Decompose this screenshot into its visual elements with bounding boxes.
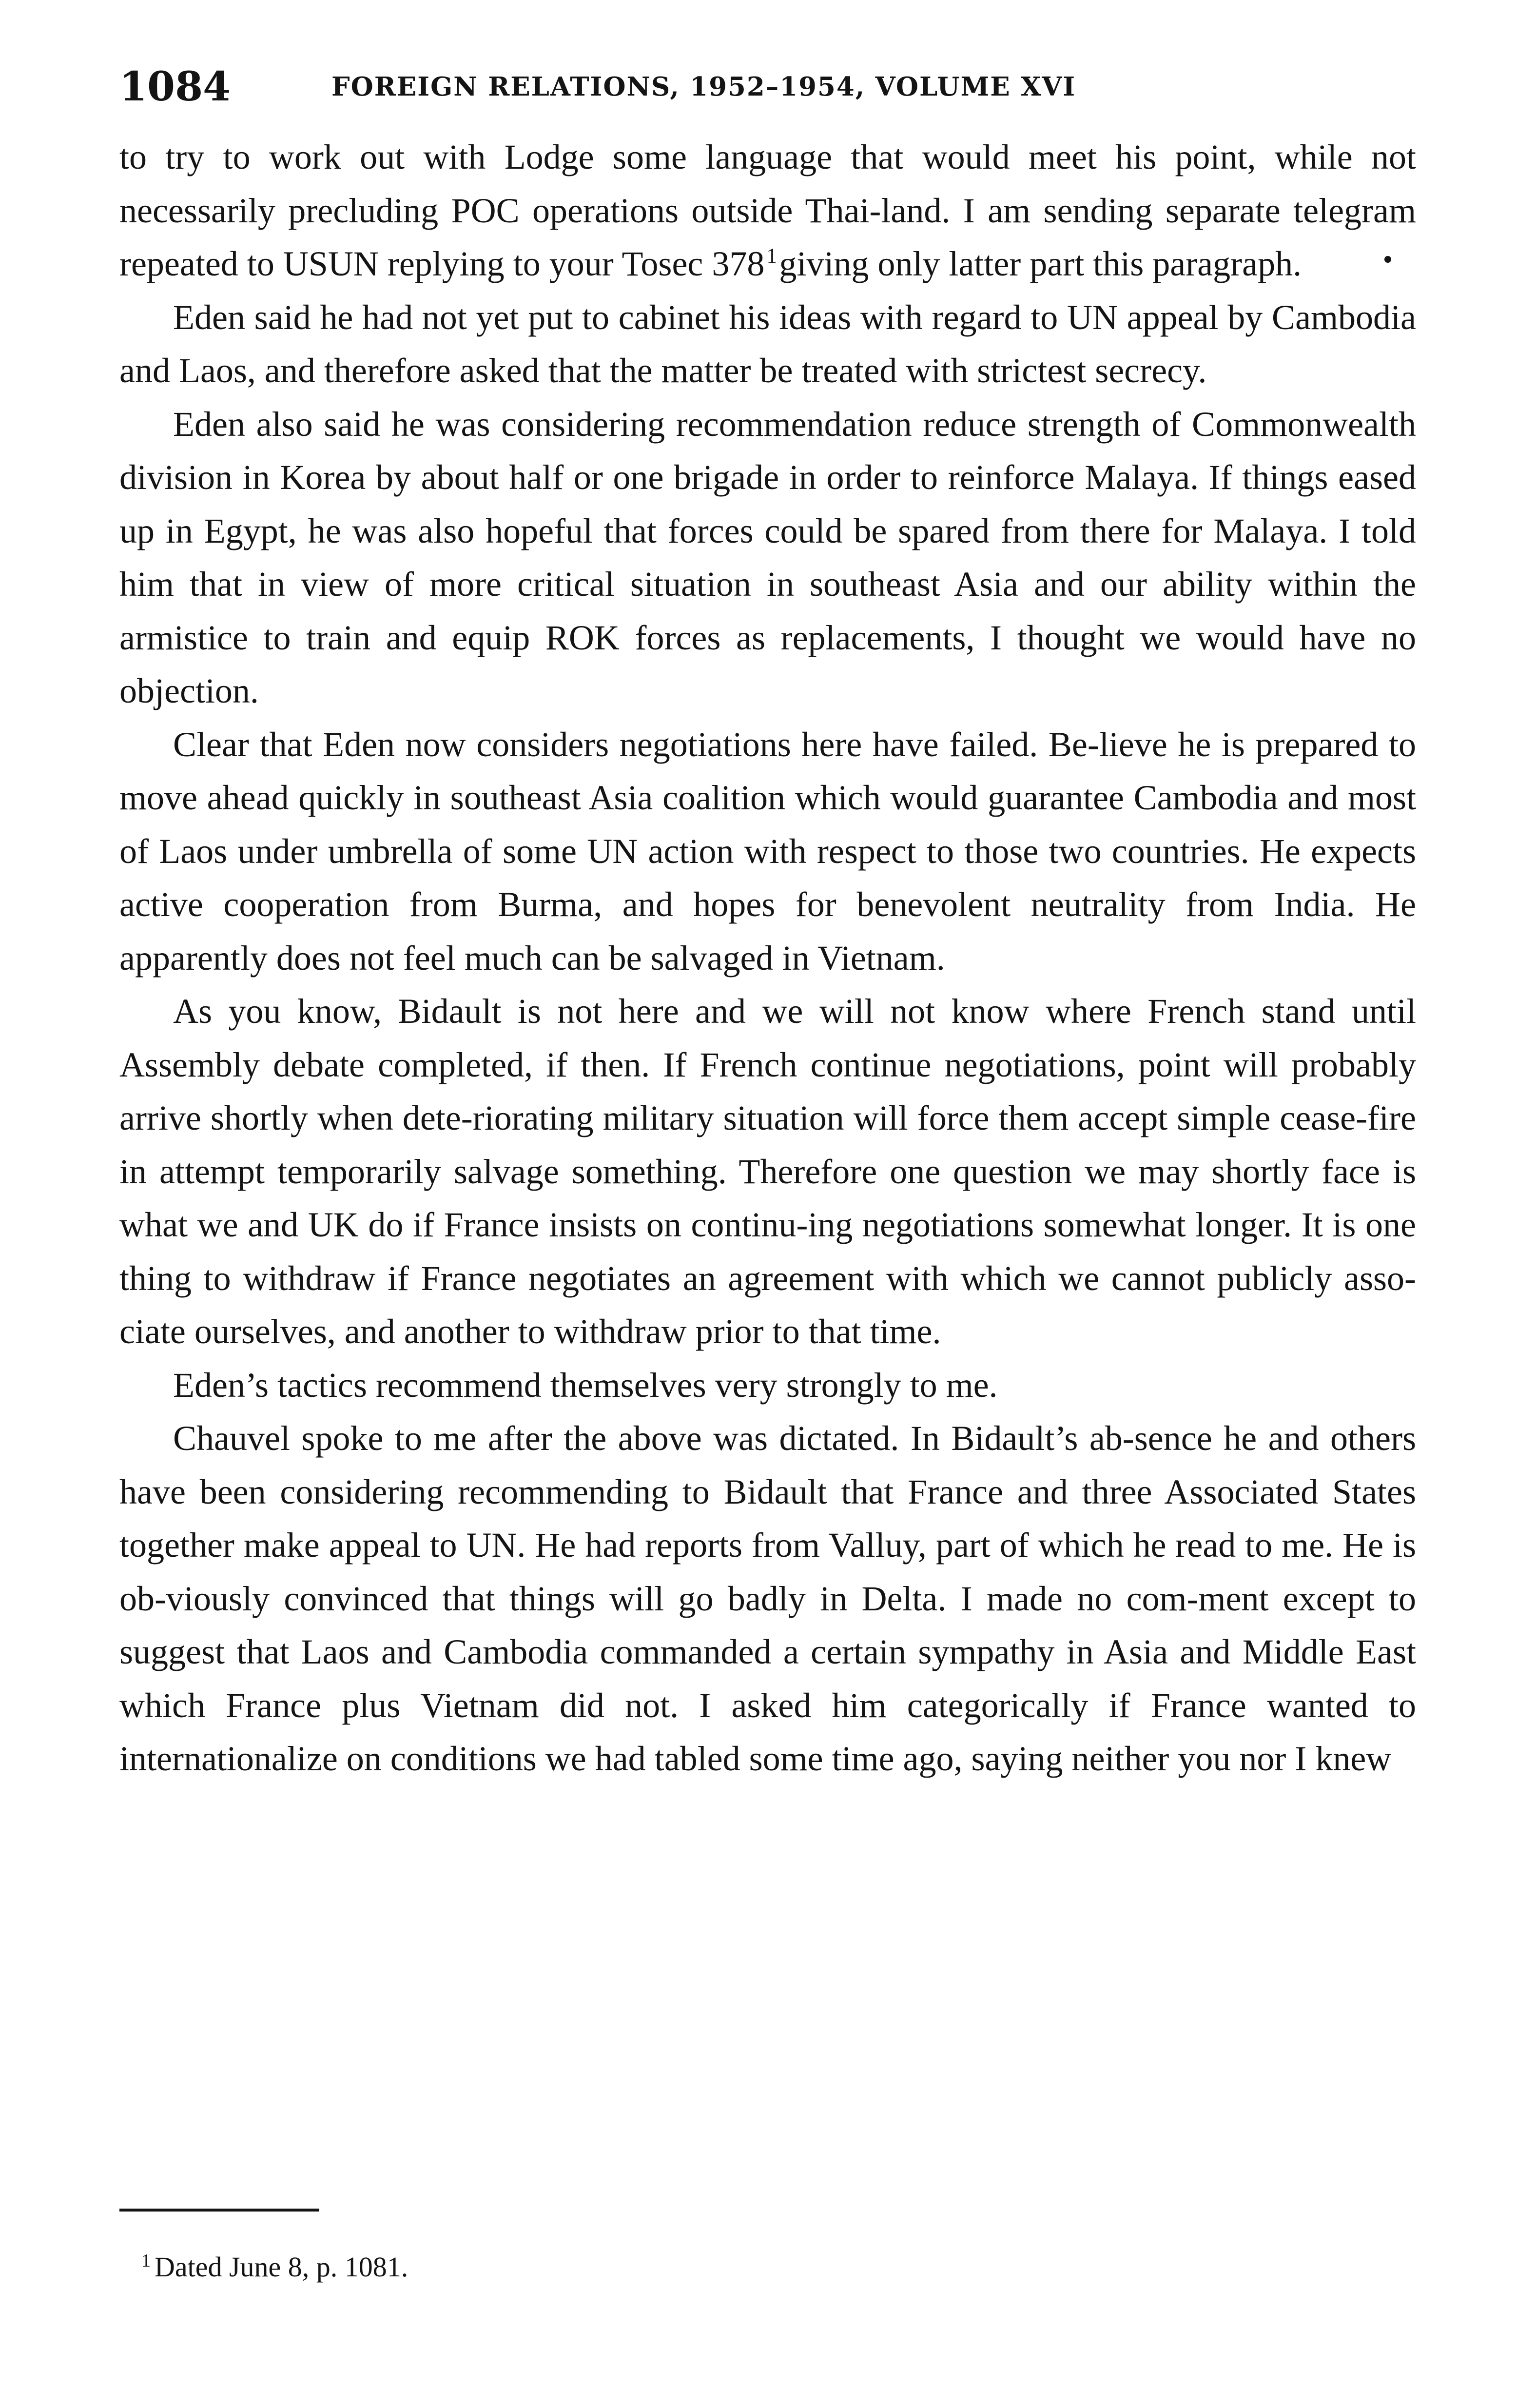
footnote [141,2245,1311,2289]
page-number: 1084 [119,63,231,110]
paragraph-3: Eden also said he was considering recommendation reduce strength of Commonwealth division in Korea by about half or one brigade in order to reinforce Malaya. If things eased up in Egypt, he was also hopeful that forces could be spared from there for Malaya. I told him that in view of more critical situation in southeast Asia and our ability within the armistice to train and equip ROK forces as replacements, I thought we would have no objection. [119,404,1416,710]
footnote-reference: 1 [766,244,778,268]
stray-mark [1384,256,1391,263]
paragraph-6: Eden’s tactics recommend themselves very strongly to me. [173,1365,998,1405]
paragraph-7: Chauvel spoke to me after the above was dictated. In Bidault’s ab-sence he and others have been considering recommending to Bidault that France and three Associated States together make appeal to UN. He had reports from Valluy, part of which he read to me. He is ob-viously convinced that things will go badly in Delta. I made no com-ment except to suggest that Laos and Cambodia commanded a certain sympathy in Asia and Middle East which France plus Vietnam did not. I asked him categorically if France wanted to internationalize on conditions we had tabled some time ago, saying neither you nor I knew [119,1419,1416,1778]
paragraph-4: Clear that Eden now considers negotiations here have failed. Be-lieve he is prepared to move ahead quickly in southeast Asia coalition which would guarantee Cambodia and most of Laos under umbrella of some UN action with respect to those two countries. He expects active cooperation from Burma, and hopes for benevolent neutrality from India. He apparently does not feel much can be salvaged in Vietnam. [119,724,1416,978]
footnote-divider [119,2209,319,2212]
paragraph-1-text-end: giving only latter part this paragraph. [779,244,1302,283]
paragraph-2: Eden said he had not yet put to cabinet his ideas with regard to UN appeal by Cambodia and Laos, and therefore asked that the matter be treated with strictest secrecy. [119,297,1416,390]
paragraph-1-text: to try to work out with Lodge some language that would meet his point, while not necessarily precluding POC operations outside Thai-land. I am sending separate telegram repeated to USUN replying to your Tosec 378 [119,137,1416,283]
footnote-mark: 1 [141,2251,151,2271]
paragraph-5: As you know, Bidault is not here and we will not know where French stand until Assembly debate completed, if then. If French continue negotiations, point will probably arrive shortly when dete-riorating military situation will force them accept simple cease-fire in attempt temporarily salvage something. Therefore one question we may shortly face is what we and UK do if France insists on continu-ing negotiations somewhat longer. It is one thing to withdraw if France negotiates an agreement with which we cannot publicly asso-ciate ourselves, and another to withdraw prior to that time. [119,992,1416,1351]
footnote-text: Dated June 8, p. 1081. [155,2251,408,2283]
paragraph-1 [119,131,1416,291]
page-header [119,58,1436,116]
running-head: FOREIGN RELATIONS, 1952–1954, VOLUME XVI [331,72,1076,102]
body-text [119,131,1416,1786]
